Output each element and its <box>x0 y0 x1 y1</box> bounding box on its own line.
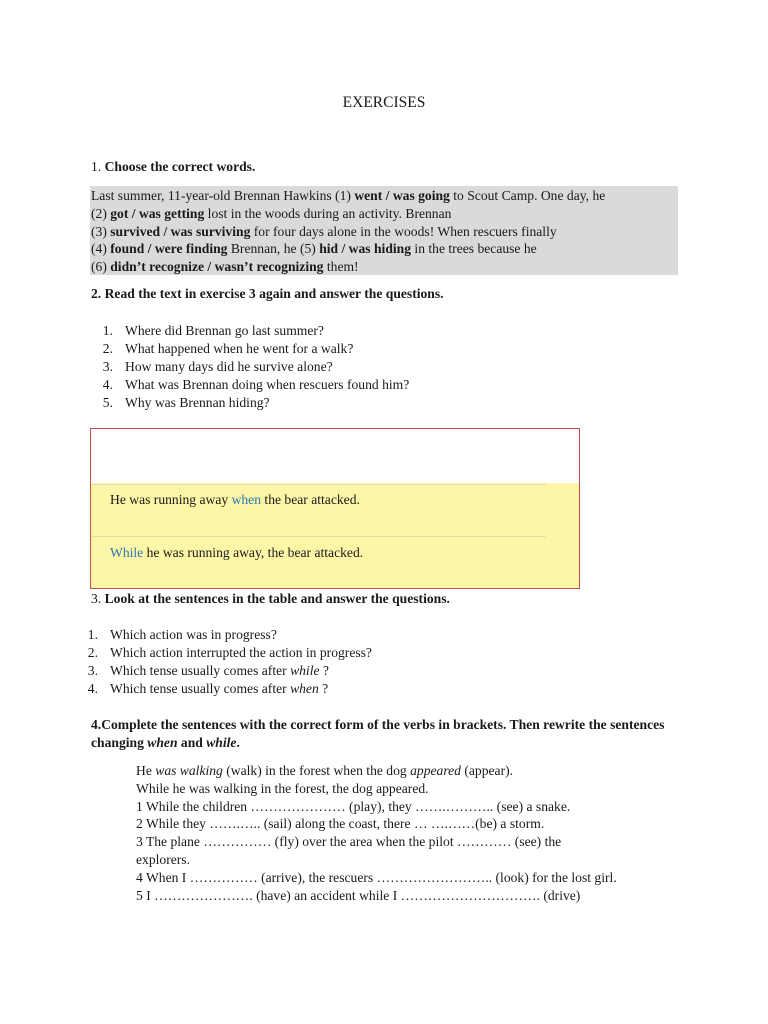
question-text <box>110 626 277 644</box>
list-number: 2. <box>102 341 113 356</box>
text-run: while <box>206 735 237 750</box>
text-run: in the trees because he <box>411 241 537 257</box>
exercise-1-line <box>91 240 678 258</box>
list-number: 4. <box>102 377 113 392</box>
text-run: 2 While they …….….. (sail) along the coast, there … ….……(be) a storm. <box>136 816 545 832</box>
text-run: Which action interrupted the action in progress? <box>110 645 372 660</box>
text-run: ? <box>318 681 329 696</box>
example-table-highlight <box>91 483 579 588</box>
text-run: explorers. <box>136 851 190 867</box>
text-run: for four days alone in the woods! When rescuers finally <box>250 223 557 239</box>
text-run: them! <box>323 259 359 275</box>
list-item <box>91 358 409 376</box>
exercise-1-line <box>91 205 678 223</box>
list-number: 2. <box>87 645 98 660</box>
question-text: What happened when he went for a walk? <box>125 341 354 356</box>
text-run: lost in the woods during an activity. Brennan <box>204 205 452 221</box>
text-run: . <box>236 735 240 750</box>
text-run: While he was walking in the forest, the dog appeared. <box>136 780 429 796</box>
exercise-1-number: 1. <box>91 159 102 174</box>
exercise-3-questions <box>76 626 372 698</box>
text-run: survived / was surviving <box>110 223 251 239</box>
list-item <box>76 626 372 644</box>
keyword-when: when <box>231 492 262 507</box>
text-run: Which tense usually comes after <box>110 663 291 678</box>
text-run: didn’t recognize / wasn’t recognizing <box>110 259 324 275</box>
question-text <box>110 680 328 698</box>
text-run: Which tense usually comes after <box>110 681 291 696</box>
exercise-4-line <box>136 833 696 851</box>
list-item <box>76 680 372 698</box>
text-run: (6) <box>91 259 111 275</box>
question-text: What was Brennan doing when rescuers found him? <box>125 377 410 392</box>
example-table <box>90 428 580 589</box>
exercise-3-heading <box>91 591 450 607</box>
exercise-3-title: Look at the sentences in the table and answer the questions. <box>104 591 450 606</box>
list-number: 1. <box>87 627 98 642</box>
text-run: 3 The plane …………… (fly) over the area when the pilot ………… (see) the <box>136 834 562 850</box>
list-number: 1. <box>102 323 113 338</box>
text-run: 4 When I …………… (arrive), the rescuers …………………….. (look) for the lost girl. <box>136 869 617 885</box>
exercise-4-line <box>136 780 696 798</box>
question-text: How many days did he survive alone? <box>125 359 333 374</box>
text-run: and <box>177 735 207 750</box>
text-run: when <box>290 681 319 696</box>
text-run: (4) <box>91 241 111 257</box>
keyword-while: While <box>110 545 144 560</box>
list-number: 5. <box>102 395 113 410</box>
exercise-2-heading: 2. Read the text in exercise 3 again and answer the questions. <box>91 286 444 301</box>
text-run: hid / was hiding <box>319 241 412 257</box>
text-run: (2) <box>91 205 111 221</box>
table-sentence-while: While he was running away, the bear attacked. <box>110 545 364 560</box>
list-item <box>91 322 409 340</box>
exercise-4-line <box>136 762 696 780</box>
exercise-4-line <box>136 887 696 905</box>
text-run: got / was getting <box>110 205 205 221</box>
table-row-divider <box>91 484 546 485</box>
text-run: was walking <box>155 763 223 778</box>
text-run: 1 While the children ………………… (play), they …….……….. (see) a snake. <box>136 798 571 814</box>
exercise-4-heading <box>91 716 676 752</box>
text-run: while <box>290 663 320 678</box>
text-run: Last summer, 11-year-old Brennan Hawkins (1) <box>91 188 355 203</box>
text-run: (3) <box>91 223 111 239</box>
list-number: 3. <box>87 663 98 678</box>
text-run: 5 I …………………. (have) an accident while I …………………………. (drive) <box>136 887 581 903</box>
question-text: Why was Brennan hiding? <box>125 395 270 410</box>
exercise-1-heading <box>91 159 255 175</box>
list-item <box>76 662 372 680</box>
exercise-3-number: 3. <box>91 591 102 606</box>
list-number: 3. <box>102 359 113 374</box>
text-run: when <box>147 735 178 750</box>
exercise-1-text-box <box>90 186 678 275</box>
list-item <box>91 394 409 412</box>
text-run: appeared <box>410 763 461 778</box>
text-run: Brennan, he (5) <box>227 241 320 257</box>
exercise-2-questions <box>91 322 409 412</box>
page-title: EXERCISES <box>342 94 426 111</box>
list-number: 4. <box>87 681 98 696</box>
exercise-1-line <box>91 187 678 205</box>
exercise-4-line <box>136 869 696 887</box>
exercise-4-line <box>136 798 696 816</box>
exercise-1-title: Choose the correct words. <box>104 159 256 174</box>
text-run: He <box>136 763 156 778</box>
exercise-1-line <box>91 223 678 241</box>
text-run: (appear). <box>460 763 514 778</box>
text-run: ? <box>319 663 329 678</box>
list-item <box>76 644 372 662</box>
list-item <box>91 376 409 394</box>
text-run: 4.Complete the sentences with the correct form of the verbs in brackets. Then rewrite the sentences changing <box>91 717 665 750</box>
exercise-1-line <box>91 258 678 276</box>
table-sentence-when: He was running away when the bear attacked. <box>110 492 360 507</box>
question-text <box>110 662 329 680</box>
exercise-4-line <box>136 851 696 869</box>
text-run: (walk) in the forest when the dog <box>222 763 411 778</box>
text-run: Which action was in progress? <box>110 627 277 642</box>
text-run: to Scout Camp. One day, he <box>449 188 606 203</box>
question-text <box>110 644 372 662</box>
exercise-4-sentences <box>136 762 696 904</box>
question-text: Where did Brennan go last summer? <box>125 323 324 338</box>
text-run: went / was going <box>354 188 450 203</box>
text-run: found / were finding <box>110 241 228 257</box>
exercise-4-line <box>136 815 696 833</box>
table-row-divider <box>91 536 546 537</box>
list-item <box>91 340 409 358</box>
